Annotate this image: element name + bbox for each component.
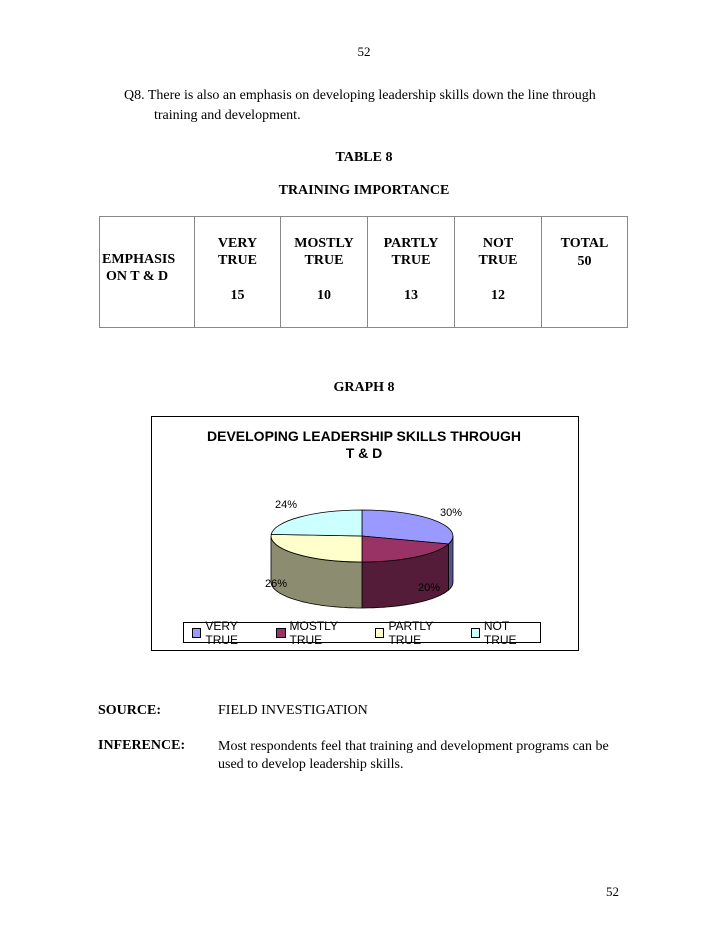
slice-label-very-true: 30% — [440, 507, 463, 519]
inference-line-1: Most respondents feel that training and development programs can be — [218, 739, 609, 754]
column-header-line-1: MOSTLY — [294, 236, 354, 251]
legend-swatch — [276, 628, 285, 638]
slice-label-partly-true: 26% — [265, 578, 288, 590]
chart-title-line-1: DEVELOPING LEADERSHIP SKILLS THROUGH — [207, 428, 521, 444]
legend-item-mostly-true — [276, 619, 367, 647]
column-value: 10 — [317, 288, 331, 303]
legend-label: PARTLY TRUE — [388, 618, 433, 647]
column-value: 13 — [404, 288, 418, 303]
slice-label-not-true: 24% — [275, 499, 298, 511]
column-value: 15 — [230, 288, 245, 303]
legend-swatch — [192, 628, 201, 638]
column-header-line-2: TRUE — [218, 253, 257, 268]
chart-title-line-2: T & D — [345, 445, 383, 461]
row-header-line-2: ON T & D — [106, 269, 169, 284]
inference-label: INFERENCE: — [98, 738, 186, 753]
question-line-1: Q8. There is also an emphasis on developing leadership skills down the line through — [124, 88, 596, 103]
column-header-line-2: TRUE — [304, 253, 344, 268]
legend-label: VERY TRUE — [205, 618, 239, 647]
pie-slice-not-true — [271, 510, 362, 536]
page-number-bottom: 52 — [606, 884, 619, 899]
column-header-line-1: TOTAL — [560, 236, 609, 251]
table-title: TABLE 8 — [335, 150, 393, 165]
column-header-line-1: NOT — [482, 236, 514, 251]
slice-label-mostly-true: 20% — [418, 582, 441, 594]
source-value: FIELD INVESTIGATION — [218, 703, 368, 718]
legend-item-very-true — [192, 619, 268, 647]
legend-swatch — [471, 628, 480, 638]
legend-label: NOT TRUE — [483, 618, 517, 647]
legend-item-partly-true — [375, 619, 462, 647]
column-header-line-1: VERY — [217, 236, 258, 251]
legend-swatch — [375, 628, 384, 638]
column-header-line-1: PARTLY — [383, 236, 439, 251]
column-header-line-2: TRUE — [478, 253, 518, 268]
graph-heading: GRAPH 8 — [333, 380, 395, 395]
row-header-line-1: EMPHASIS — [102, 252, 176, 267]
legend-item-not-true — [471, 619, 541, 647]
page-number-top: 52 — [357, 44, 371, 59]
side-very-true — [449, 536, 454, 590]
column-value: 50 — [577, 254, 592, 269]
inference-line-2: used to develop leadership skills. — [218, 757, 404, 772]
table-subtitle: TRAINING IMPORTANCE — [278, 183, 450, 198]
inference-value — [218, 738, 638, 774]
legend-label: MOSTLY TRUE — [289, 618, 338, 647]
source-label: SOURCE: — [98, 703, 162, 718]
column-value: 12 — [491, 288, 505, 303]
question-line-2: training and development. — [154, 108, 301, 123]
chart-legend — [183, 618, 541, 647]
column-header-line-2: TRUE — [391, 253, 431, 268]
